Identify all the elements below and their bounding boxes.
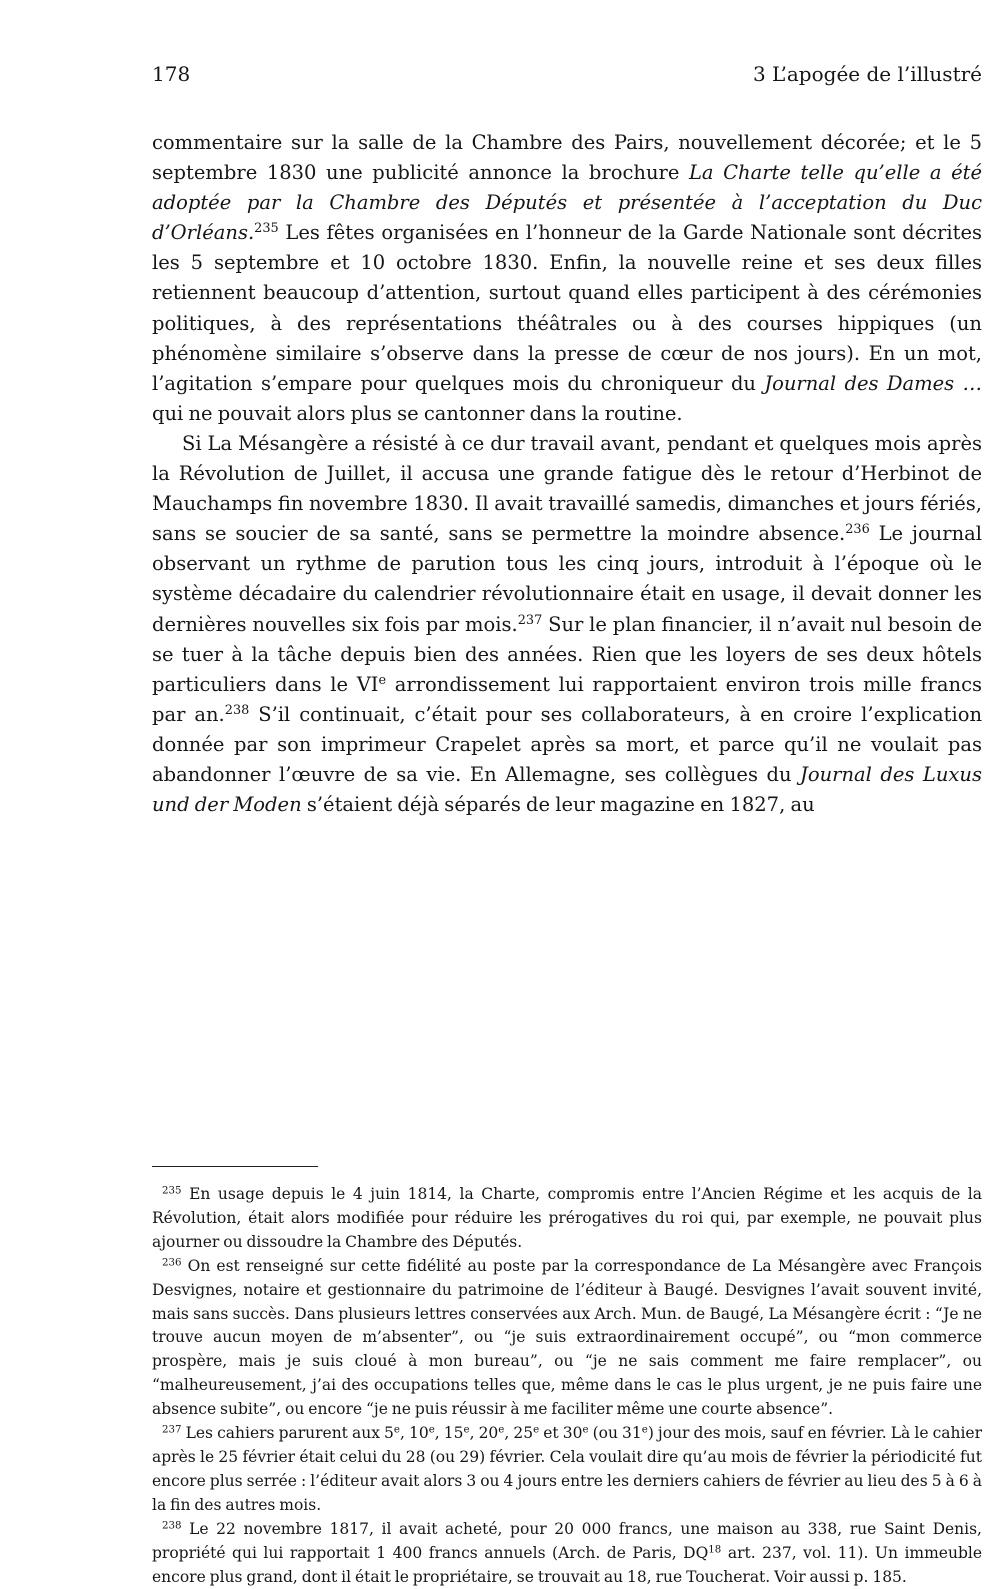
footnote-ref-236: 236 — [845, 522, 870, 538]
main-text — [152, 128, 982, 820]
superscript: e — [641, 1424, 648, 1436]
text-run: commentaire sur la salle de la Chambre des Pairs, nouvellement décorée; et le 5 septembre 1830 une publicité annonce la brochure — [152, 131, 982, 185]
superscript: e — [463, 1424, 470, 1436]
footnote-number: 236 — [162, 1257, 182, 1269]
superscript: e — [428, 1424, 435, 1436]
paragraph-2 — [152, 429, 982, 820]
footnote-rule — [152, 1166, 318, 1167]
footnote-number: 237 — [162, 1424, 182, 1436]
footnote-text: On est renseigné sur cette fidélité au poste par la correspondance de La Mésangère avec François Desvignes, notaire et gestionnaire du patrimoine de l’éditeur à Baugé. Desvignes l’avait souvent invité, mais sans succès. Dans plusieurs lettres conservées aux Arch. Mun. de Baugé, La Mésangère écrit : “Je ne trouve aucun moyen de m’absenter”, ou “je suis extraordinairement occupé”, ou “mon commerce prospère, mais je suis cloué à mon bureau”, ou “je ne sais comment me faire remplacer”, ou “malheureusement, j’ai des occupations telles que, même dans le cas le plus urgent, je ne puis faire une absence subite”, ou encore “je ne puis réussir à me faciliter même une courte absence”. — [152, 1256, 982, 1419]
text-run: arrondissement lui rapportaient environ trois mille francs par an. — [152, 672, 982, 726]
superscript: e — [498, 1424, 505, 1436]
superscript: 18 — [708, 1543, 722, 1555]
text-run: Si La Mésangère a résisté à ce dur travail avant, pendant et quelques mois après la Révolution de Juillet, il accusa une grande fatigue dès le retour d’Herbinot de Mauchamps fin novembre 1830. Il avait travaillé samedis, dimanches et jours fériés, sans se soucier de sa santé, sans se permettre la moindre absence. — [152, 431, 982, 546]
footnote-ref-238: 238 — [224, 702, 250, 718]
brochure-title: La Charte telle qu’elle a été adoptée par la Chambre des Députés et présentée à l’acceptation du Duc d’Orléans. — [152, 161, 982, 245]
superscript: e — [582, 1424, 589, 1436]
text-run: , 20 — [469, 1424, 499, 1443]
journal-title: Journal des Dames … — [764, 371, 982, 395]
text-run: , 15 — [434, 1424, 464, 1443]
superscript: e — [533, 1424, 540, 1436]
footnote-text: En usage depuis le 4 juin 1814, la Charte, compromis entre l’Ancien Régime et les acquis de la Révolution, était alors modifiée pour réduire les prérogatives du roi qui, par exemple, ne pouvait plus ajourner ou dissoudre la Chambre des Députés. — [152, 1185, 982, 1251]
text-run: S’il continuait, c’était pour ses collaborateurs, à en croire l’explication donnée par son imprimeur Crapelet après sa mort, et parce qu’il ne voulait pas abandonner l’œuvre de sa vie. En Allemagne, ses collègues du — [152, 702, 983, 786]
superscript: e — [378, 672, 387, 688]
footnote-238 — [152, 1518, 982, 1589]
footnotes — [152, 1183, 982, 1589]
footnote-ref-235: 235 — [254, 221, 279, 237]
text-run: Le 22 novembre 1817, il avait acheté, pour 20 000 francs, une maison au 338, rue Saint Denis, propriété qui lui rapportait 1 400 francs annuels (Arch. de Paris, DQ — [152, 1519, 982, 1562]
text-run: art. 237, vol. 11). Un immeuble encore plus grand, dont il était le propriétaire, se trouvait au 18, rue Toucherat. Voir aussi p. 185. — [152, 1543, 983, 1586]
paragraph-1 — [152, 128, 982, 429]
footnote-236 — [152, 1255, 982, 1422]
superscript: e — [393, 1424, 400, 1436]
page-number: 178 — [152, 62, 191, 86]
footnote-237 — [152, 1422, 982, 1518]
text-run: et 30 — [539, 1424, 583, 1443]
text-run: ) jour des mois, sauf en février. Là le cahier après le 25 février était celui du 28 (ou 29) février. Cela voulait dire qu’au mois de février la périodicité fut encore plus serrée : l’éditeur avait alors 3 ou 4 jours entre les derniers cahiers de février au lieu des 5 à 6 à la fin des autres mois. — [152, 1424, 983, 1514]
text-run: Les cahiers parurent aux 5 — [181, 1424, 394, 1443]
text-run: (ou 31 — [588, 1424, 642, 1443]
text-run: Le journal observant un rythme de parution tous les cinq jours, introduit à l’époque où le système décadaire du calendrier révolutionnaire était en usage, il devait donner les dernières nouvelles six fois par mois. — [152, 522, 982, 636]
text-run: , 10 — [399, 1424, 429, 1443]
text-run: s’étaient déjà séparés de leur magazine en 1827, au — [301, 793, 815, 817]
journal-title: Journal des Luxus und der Moden — [152, 762, 982, 817]
footnote-number: 235 — [162, 1185, 182, 1197]
text-run: Les fêtes organisées en l’honneur de la Garde Nationale sont décrites les 5 septembre et 10 octobre 1830. Enfin, la nouvelle reine et ses deux filles retiennent beaucoup d’attention, surtout quand elles participent à des cérémonies politiques, à des représentations théâtrales ou à des courses hippiques (un phénomène similaire s’observe dans la presse de cœur de nos jours). En un mot, l’agitation s’empare pour quelques mois du chroniqueur du — [152, 221, 982, 395]
text-run: , 25 — [504, 1424, 534, 1443]
footnote-number: 238 — [162, 1520, 182, 1532]
footnote-ref-237: 237 — [517, 612, 543, 628]
page-header — [152, 62, 982, 98]
text-run: qui ne pouvait alors plus se cantonner dans la routine. — [152, 401, 683, 425]
footnote-235 — [152, 1183, 982, 1255]
running-head: 3 L’apogée de l’illustré — [752, 62, 982, 86]
text-run: Sur le plan financier, il n’avait nul besoin de se tuer à la tâche depuis bien des années. Rien que les loyers de ses deux hôtels particuliers dans le VI — [152, 612, 982, 696]
